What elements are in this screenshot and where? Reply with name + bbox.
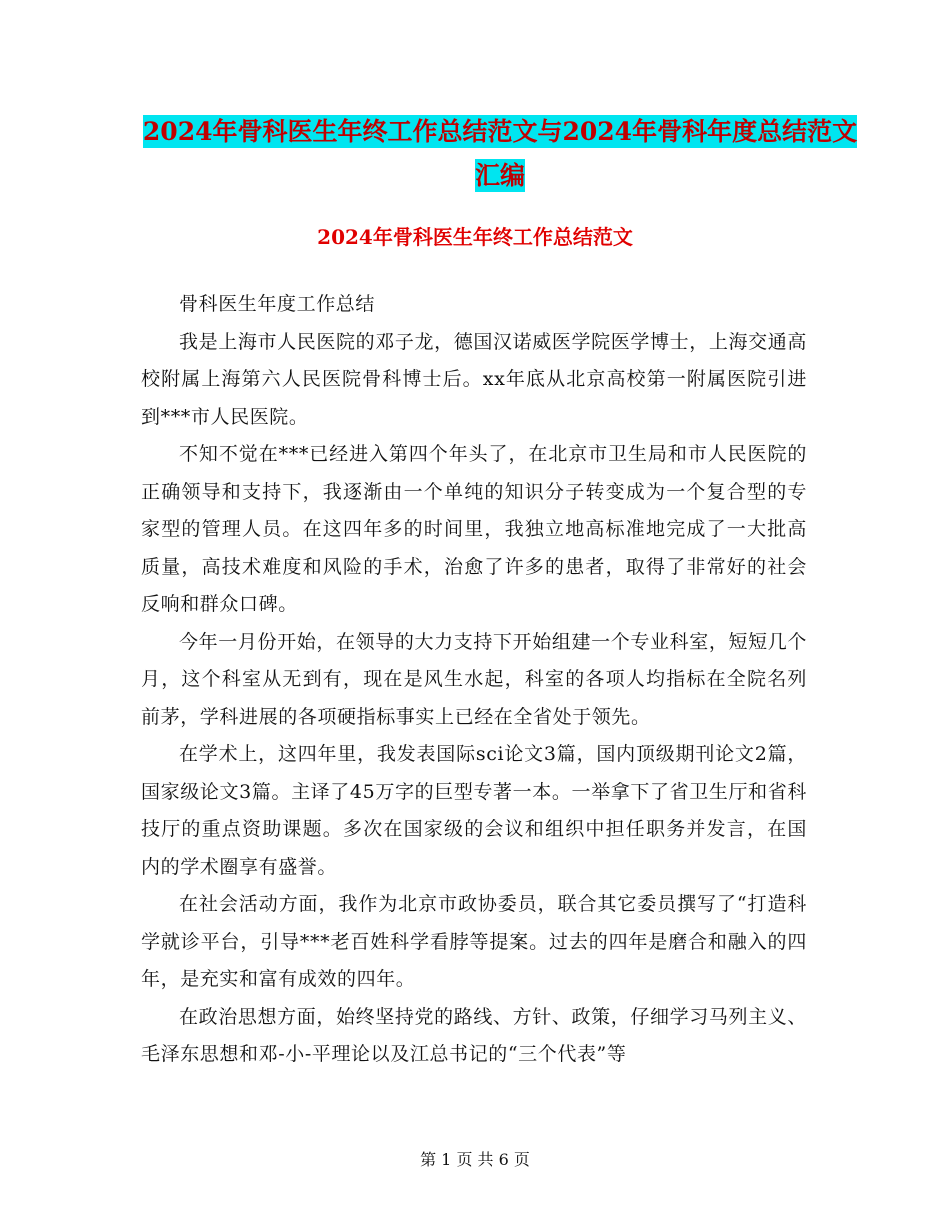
paragraph: 不知不觉在***已经进入第四个年头了，在北京市卫生局和市人民医院的正确领导和支持下，我逐渐由一个单纯的知识分子转变成为一个复合型的专家型的管理人员。在这四年多的时间里，我独立地高标准地完成了一大批高质量，高技术难度和风险的手术，治愈了许多的患者，取得了非常好的社会反响和群众口碑。 xyxy=(141,443,807,615)
document-title-text: 2024年骨科医生年终工作总结范文与2024年骨科年度总结范文汇编 xyxy=(142,117,858,190)
section-title: 2024年骨科医生年终工作总结范文 xyxy=(317,225,633,249)
paragraph: 在学术上，这四年里，我发表国际sci论文3篇，国内顶级期刊论文2篇，国家级论文3篇。主译了45万字的巨型专著一本。一举拿下了省卫生厅和省科技厅的重点资助课题。多次在国家级的会议和组织中担任职务并发言，在国内的学术圈享有盛誉。 xyxy=(141,743,807,878)
page-footer xyxy=(0,1150,950,1170)
paragraph: 我是上海市人民医院的邓子龙，德国汉诺威医学院医学博士，上海交通高校附属上海第六人民医院骨科博士后。xx年底从北京高校第一附属医院引进到***市人民医院。 xyxy=(141,330,807,428)
paragraph: 今年一月份开始，在领导的大力支持下开始组建一个专业科室，短短几个月，这个科室从无到有，现在是风生水起，科室的各项人均指标在全院名列前茅，学科进展的各项硬指标事实上已经在全省处于领先。 xyxy=(141,630,807,728)
paragraph: 在社会活动方面，我作为北京市政协委员，联合其它委员撰写了“打造科学就诊平台，引导***老百姓科学看脖等提案。过去的四年是磨合和融入的四年，是充实和富有成效的四年。 xyxy=(141,893,807,990)
document-title xyxy=(140,110,860,198)
paragraph: 在政治思想方面，始终坚持党的路线、方针、政策，仔细学习马列主义、毛泽东思想和邓-小-平理论以及江总书记的“三个代表”等 xyxy=(141,1005,807,1065)
page-number-label: 第 1 页 共 6 页 xyxy=(420,1150,530,1169)
paragraph: 骨科医生年度工作总结 xyxy=(179,293,376,315)
document-body xyxy=(141,286,807,1074)
